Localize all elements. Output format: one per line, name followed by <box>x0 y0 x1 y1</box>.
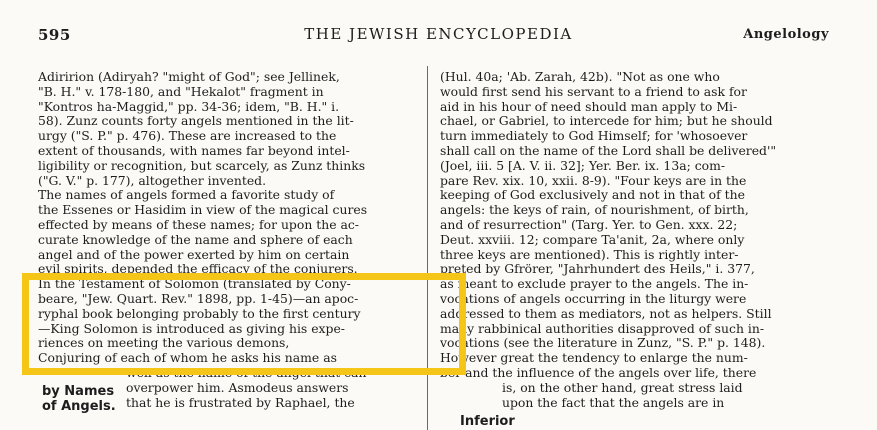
text-line: many rabbinical authorities disapproved of such in- <box>440 321 765 336</box>
text-line: the Essenes or Hasidim in view of the magical cures <box>38 203 368 218</box>
text-line: preted by Gfrörer, "Jahrhundert des Heils," i. 377, <box>440 262 755 277</box>
text-line: curate knowledge of the name and sphere of each <box>38 232 353 247</box>
text-line: ("G. V." p. 177), altogether invented. <box>38 173 267 188</box>
text-line: turn immediately to God Himself; for 'whosoever <box>440 129 748 144</box>
text-line: 58). Zunz counts forty angels mentioned in the lit- <box>38 114 354 129</box>
text-line: The names of angels formed a favorite study of <box>38 188 335 203</box>
side-label-line: of Angels. <box>42 399 116 414</box>
text-line: ber and the influence of the angels over life, there <box>440 365 757 380</box>
side-label-line: by Names <box>42 384 115 399</box>
text-line: "Kontros ha-Maggid," pp. 34-36; idem, "B. H." i. <box>38 99 340 114</box>
text-line: (Hul. 40a; 'Ab. Zarah, 42b). "Not as one who <box>440 70 720 84</box>
text-line: In the Testament of Solomon (translated by Cony- <box>38 277 351 292</box>
text-line: addressed to them as mediators, not as helpers. Still <box>440 306 772 321</box>
text-line: that he is frustrated by Raphael, the <box>126 395 355 410</box>
text-line: Conjuring of each of whom he asks his name as <box>38 351 337 366</box>
text-line: pare Rev. xix. 10, xxii. 8-9). "Four keys are in the <box>440 173 747 188</box>
text-line: —King Solomon is introduced as giving his expe- <box>38 321 345 336</box>
text-line: ligibility or recognition, but scarcely, as Zunz thinks <box>38 158 366 173</box>
text-line: evil spirits, depended the efficacy of the conjurers. <box>38 262 358 277</box>
side-label-by-names <box>42 384 116 414</box>
page-number: 595 <box>38 26 71 44</box>
text-line: upon the fact that the angels are in <box>502 395 725 410</box>
right-column <box>440 70 836 410</box>
running-title: THE JEWISH ENCYCLOPEDIA <box>304 25 573 43</box>
text-line: "B. H." v. 178-180, and "Hekalot" fragment in <box>38 84 324 99</box>
text-line: is, on the other hand, great stress laid <box>502 380 743 395</box>
text-line: vocations of angels occurring in the liturgy were <box>440 291 747 306</box>
text-line: overpower him. Asmodeus answers <box>126 380 349 395</box>
text-line: effected by means of these names; for upon the ac- <box>38 217 359 232</box>
column-divider <box>427 66 428 430</box>
text-line: well as the name of the angel that can <box>126 365 367 380</box>
text-line: chael, or Gabriel, to intercede for him; but he should <box>440 114 773 129</box>
text-line: angel and of the power exerted by him on certain <box>38 247 350 262</box>
text-line: extent of thousands, with names far beyond intel- <box>38 143 350 158</box>
text-line: angels: the keys of rain, of nourishment, of birth, <box>440 203 749 218</box>
text-line: vocations (see the literature in Zunz, "S. P." p. 148). <box>440 336 766 351</box>
text-line: as meant to exclude prayer to the angels. The in- <box>440 277 749 292</box>
text-line: aid in his hour of need should man apply to Mi- <box>440 99 738 114</box>
left-column <box>38 70 418 410</box>
section-heading: Angelology <box>743 27 829 42</box>
text-line: Deut. xxviii. 12; compare Ta'anit, 2a, where only <box>440 232 745 247</box>
text-line: three keys are mentioned). This is rightly inter- <box>440 247 739 262</box>
text-line: shall call on the name of the Lord shall be delivered'" <box>440 143 777 158</box>
text-line: ryphal book belonging probably to the first century <box>38 306 361 321</box>
text-line: Adiririon (Adiryah? "might of God"; see Jellinek, <box>38 70 340 84</box>
text-line: riences on meeting the various demons, <box>38 336 290 351</box>
text-line: urgy ("S. P." p. 476). These are increased to the <box>38 129 337 144</box>
text-line: beare, "Jew. Quart. Rev." 1898, pp. 1-45)—an apoc- <box>38 291 359 306</box>
text-line: However great the tendency to enlarge the num- <box>440 351 748 366</box>
text-line: and of resurrection" (Targ. Yer. to Gen. xxx. 22; <box>440 217 738 232</box>
text-line: would first send his servant to a friend to ask for <box>440 84 747 99</box>
text-line: keeping of God exclusively and not in that of the <box>440 188 745 203</box>
text-line: (Joel, iii. 5 [A. V. ii. 32]; Yer. Ber. ix. 13a; com- <box>440 158 726 173</box>
side-label-inferior: Inferior <box>460 414 515 429</box>
